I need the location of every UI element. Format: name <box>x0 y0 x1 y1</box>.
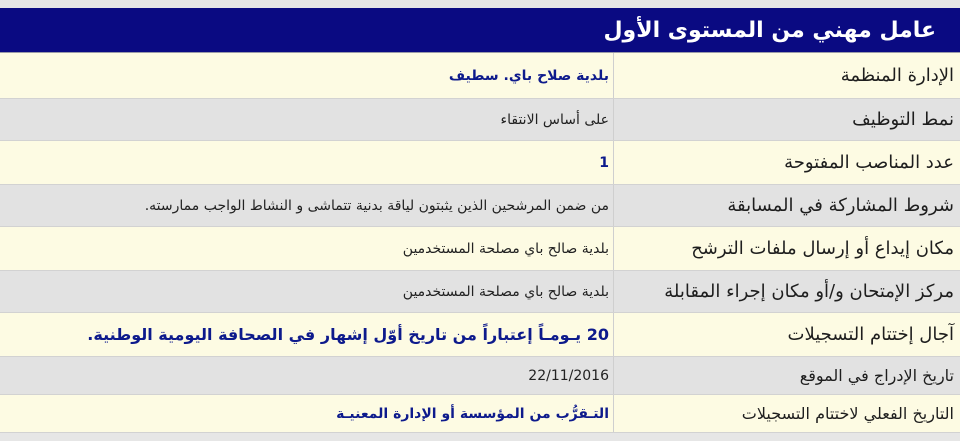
row-label: مركز الإمتحان و/أو مكان إجراء المقابلة <box>613 271 960 312</box>
row-exam-center <box>0 271 960 313</box>
row-posting-date <box>0 357 960 395</box>
row-value: على أساس الانتقاء <box>500 111 609 128</box>
row-participation-conditions <box>0 185 960 227</box>
row-value: بلدية صالح باي مصلحة المستخدمين <box>402 240 609 257</box>
row-actual-closing-date <box>0 395 960 433</box>
row-recruitment-mode <box>0 99 960 141</box>
row-registration-deadline <box>0 313 960 357</box>
row-label: آجال إختتام التسجيلات <box>613 313 960 356</box>
row-label: نمط التوظيف <box>613 99 960 140</box>
row-value: بلدية صلاح باي. سطيف <box>448 67 609 84</box>
row-label: مكان إيداع أو إرسال ملفات الترشح <box>613 227 960 270</box>
row-label: شروط المشاركة في المسابقة <box>613 185 960 226</box>
job-title-header <box>0 8 960 53</box>
row-value: من ضمن المرشحين الذين يثبتون لياقة بدنية تتماشى و النشاط الواجب ممارسته. <box>144 197 609 214</box>
row-label: الإدارة المنظمة <box>613 53 960 98</box>
row-open-positions <box>0 141 960 185</box>
row-value: 1 <box>599 154 609 171</box>
row-label: تاريخ الإدراج في الموقع <box>613 357 960 394</box>
row-label: التاريخ الفعلي لاختتام التسجيلات <box>613 395 960 432</box>
row-value: 22/11/2016 <box>528 367 609 384</box>
job-title: عامل مهني من المستوى الأول <box>603 17 936 43</box>
row-value: بلدية صالح باي مصلحة المستخدمين <box>402 283 609 300</box>
job-details-table <box>0 53 960 433</box>
row-organizing-administration <box>0 53 960 99</box>
row-value: التـقرُّب من المؤسسة أو الإدارة المعنيـة <box>336 405 609 422</box>
row-application-submission-place <box>0 227 960 271</box>
bottom-strip <box>0 433 960 441</box>
top-strip <box>0 0 960 8</box>
row-label: عدد المناصب المفتوحة <box>613 141 960 184</box>
row-value: 20 يـومـاً إعتباراً من تاريخ أوّل إشهار في الصحافة اليومية الوطنية. <box>87 325 609 344</box>
